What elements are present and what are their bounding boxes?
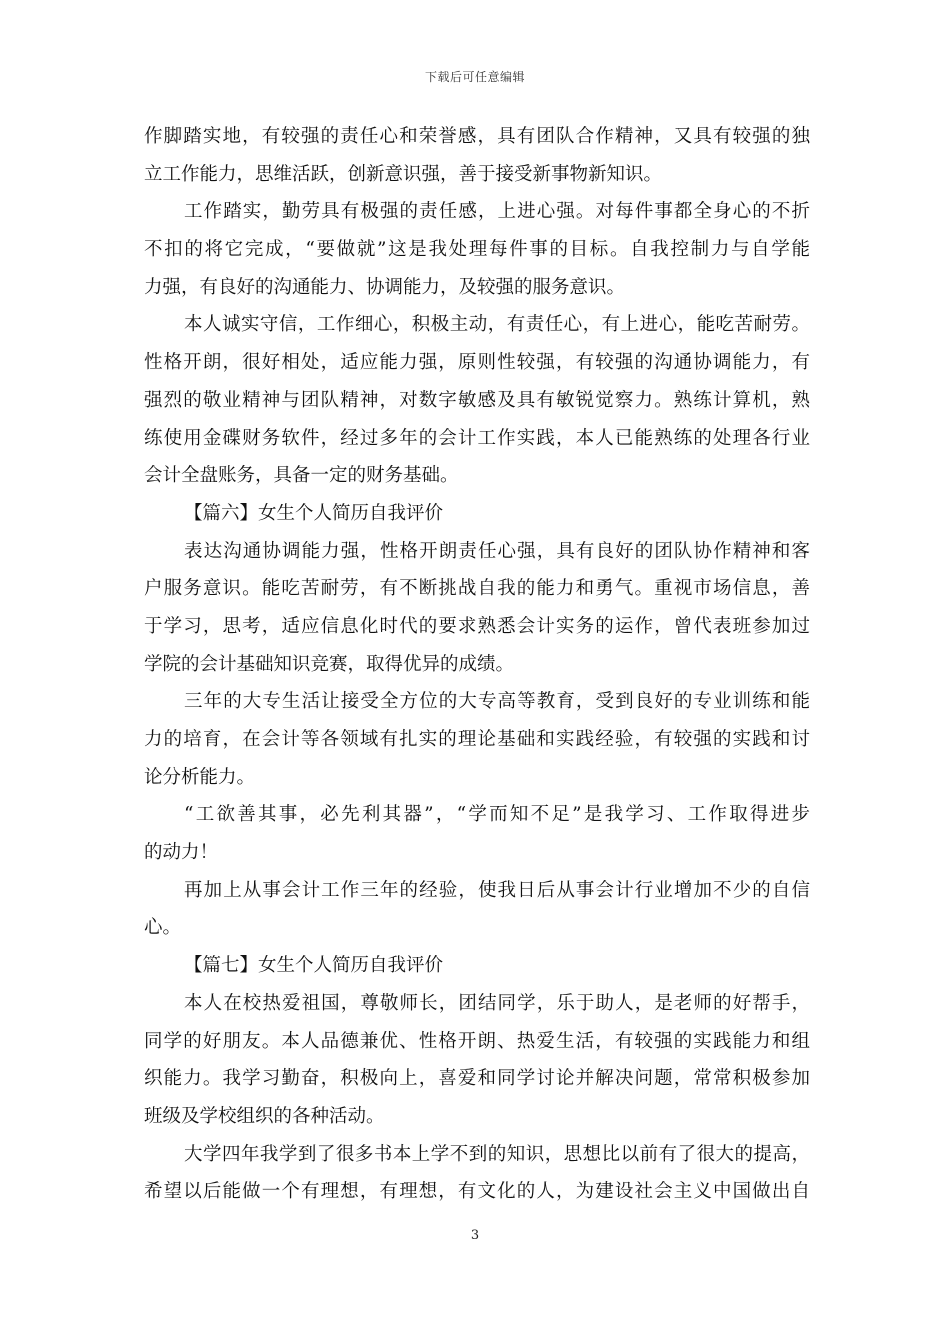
body-line: 于学习，思考，适应信息化时代的要求熟悉会计实务的运作，曾代表班参加过 xyxy=(144,615,810,637)
section-heading: 【篇七】女生个人简历自我评价 xyxy=(184,955,444,977)
body-line: 论分析能力。 xyxy=(144,766,256,788)
paragraph-first-line: 表达沟通协调能力强，性格开朗责任心强，具有良好的团队协作精神和客 xyxy=(184,540,810,562)
body-line: 性格开朗，很好相处，适应能力强，原则性较强，有较强的沟通协调能力，有 xyxy=(144,352,810,374)
paragraph-first-line: 本人诚实守信，工作细心，积极主动，有责任心，有上进心，能吃苦耐劳。 xyxy=(184,314,810,336)
page-number: 3 xyxy=(470,1228,480,1243)
section-heading: 【篇六】女生个人简历自我评价 xyxy=(184,502,444,524)
body-line: 户服务意识。能吃苦耐劳，有不断挑战自我的能力和勇气。重视市场信息，善 xyxy=(144,578,810,600)
paragraph-first-line: “工欲善其事，必先利其器”，“学而知不足”是我学习、工作取得进步 xyxy=(184,804,810,826)
body-line: 希望以后能做一个有理想，有理想，有文化的人，为建设社会主义中国做出自 xyxy=(144,1181,810,1203)
body-line: 力的培育，在会计等各领域有扎实的理论基础和实践经验，有较强的实践和讨 xyxy=(144,729,810,750)
paragraph-first-line: 大学四年我学到了很多书本上学不到的知识，思想比以前有了很大的提高， xyxy=(184,1143,810,1165)
body-line: 班级及学校组织的各种活动。 xyxy=(144,1105,385,1127)
body-line: 立工作能力，思维活跃，创新意识强，善于接受新事物新知识。 xyxy=(144,163,663,185)
body-line: 同学的好朋友。本人品德兼优、性格开朗、热爱生活，有较强的实践能力和组 xyxy=(144,1030,810,1052)
paragraph-first-line: 本人在校热爱祖国，尊敬师长，团结同学，乐于助人，是老师的好帮手， xyxy=(184,992,810,1014)
body-line: 力强，有良好的沟通能力、协调能力，及较强的服务意识。 xyxy=(144,276,626,298)
body-line: 心。 xyxy=(144,917,182,939)
page-header-note: 下载后可任意编辑 xyxy=(424,70,525,84)
body-line: 学院的会计基础知识竞赛，取得优异的成绩。 xyxy=(144,653,515,675)
body-line: 的动力！ xyxy=(144,842,219,864)
paragraph-first-line: 三年的大专生活让接受全方位的大专高等教育，受到良好的专业训练和能 xyxy=(184,691,810,713)
body-line: 不扣的将它完成，“要做就”这是我处理每件事的目标。自我控制力与自学能 xyxy=(144,239,810,261)
paragraph-first-line: 再加上从事会计工作三年的经验，使我日后从事会计行业增加不少的自信 xyxy=(184,879,810,901)
body-line: 会计全盘账务，具备一定的财务基础。 xyxy=(144,465,459,487)
body-line: 作脚踏实地，有较强的责任心和荣誉感，具有团队合作精神，又具有较强的独 xyxy=(144,126,810,147)
document-body xyxy=(144,118,810,1211)
body-line: 织能力。我学习勤奋，积极向上，喜爱和同学讨论并解决问题，常常积极参加 xyxy=(144,1068,810,1090)
body-line: 练使用金碟财务软件，经过多年的会计工作实践，本人已能熟练的处理各行业 xyxy=(144,427,810,449)
body-line: 强烈的敬业精神与团队精神，对数字敏感及具有敏锐觉察力。熟练计算机，熟 xyxy=(144,389,810,411)
paragraph-first-line: 工作踏实，勤劳具有极强的责任感，上进心强。对每件事都全身心的不折 xyxy=(184,201,810,223)
